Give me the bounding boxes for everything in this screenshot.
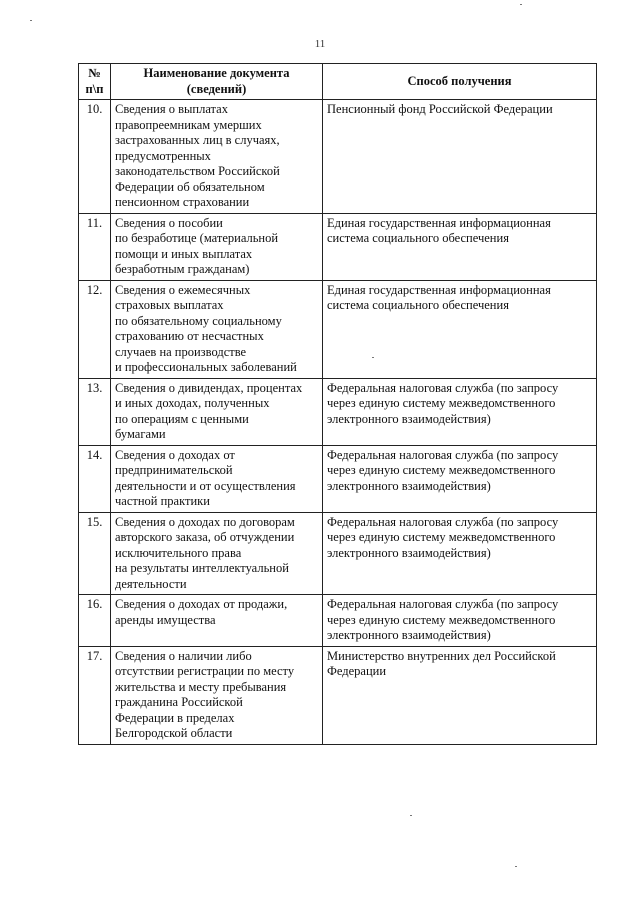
table-row [79,280,597,378]
document-name-line: Сведения о доходах от [115,447,235,462]
document-name-line: предусмотренных [115,148,211,163]
source-cell [323,512,597,595]
document-name-line: Федерации в пределах [115,710,235,725]
document-name-line: страхованию от несчастных [115,329,264,343]
document-name-line: исключительного права [115,545,242,560]
table-row [79,378,597,445]
document-name-line: Федерации об обязательном [115,179,265,194]
document-name-line: отсутствии регистрации по месту [115,664,295,678]
row-number: 12. [79,280,111,378]
document-name-line: гражданина Российской [115,695,243,709]
source-line: электронного взаимодействия) [327,411,491,426]
document-name-line: Сведения о ежемесячных [115,282,251,297]
document-name-line: Сведения о выплатах [115,102,228,116]
document-name-cell [111,280,323,378]
document-name-line: и иных доходах, полученных [115,396,270,410]
table-row [79,445,597,512]
document-name-line: Сведения о наличии либо [115,648,252,663]
row-number: 13. [79,378,111,445]
document-name-line: по обязательному социальному [115,313,282,328]
source-line: электронного взаимодействия) [327,628,491,642]
source-line: Министерство внутренних дел Российской [327,648,556,663]
scan-speck [520,4,522,5]
source-cell [323,595,597,647]
source-line: Федеральная налоговая служба (по запросу [327,514,559,529]
document-name-cell [111,100,323,214]
header-name-line: Наименование документа [143,66,290,80]
document-name-line: бумагами [115,427,166,441]
source-cell [323,213,597,280]
document-name-line: Сведения о доходах по договорам [115,514,295,529]
scan-speck [372,357,374,358]
row-number: 15. [79,512,111,595]
document-name-line: случаев на производстве [115,344,247,359]
source-line: через единую систему межведомственного [327,396,556,410]
row-number: 14. [79,445,111,512]
table-header-row [79,64,597,100]
source-cell [323,378,597,445]
source-cell [323,100,597,214]
source-cell [323,445,597,512]
document-name-line: жительства и месту пребывания [115,679,287,694]
source-line: Единая государственная информационная [327,282,551,297]
source-line: через единую систему межведомственного [327,530,556,544]
source-line: электронного взаимодействия) [327,478,491,493]
source-line: система социального обеспечения [327,231,509,245]
row-number: 11. [79,213,111,280]
document-name-line: застрахованных лиц в случаях, [115,133,280,147]
source-line: через единую систему межведомственного [327,463,556,477]
source-line: электронного взаимодействия) [327,545,491,560]
document-name-cell [111,213,323,280]
document-name-line: Сведения о доходах от продажи, [115,597,288,611]
source-line: Пенсионный фонд Российской Федерации [327,102,553,116]
scan-speck [410,815,412,816]
document-name-line: законодательством Российской [115,164,280,178]
document-name-cell [111,512,323,595]
document-name-line: безработным гражданам) [115,262,250,276]
document-name-line: Сведения о пособии [115,215,223,230]
document-name-line: деятельности [115,576,187,591]
source-line: Единая государственная информационная [327,215,551,230]
header-number-line: п\п [85,81,104,96]
document-name-line: помощи и иных выплатах [115,246,253,261]
row-number: 16. [79,595,111,647]
document-name-line: по безработице (материальной [115,231,279,245]
document-name-line: и профессиональных заболеваний [115,360,297,374]
row-number: 17. [79,646,111,744]
document-name-line: страховых выплатах [115,298,224,312]
scan-speck [515,866,517,867]
source-cell [323,646,597,744]
document-name-cell [111,595,323,647]
page-number: 11 [314,38,326,50]
table-row [79,646,597,744]
documents-table [78,63,597,745]
document-name-line: частной практики [115,494,210,508]
source-line: система социального обеспечения [327,298,509,312]
table-row [79,512,597,595]
document-name-line: правопреемникам умерших [115,117,262,132]
header-document-name [111,64,323,100]
document-name-line: по операциям с ценными [115,411,249,426]
header-number [79,64,111,100]
header-source: Способ получения [323,64,597,100]
table-body [79,100,597,745]
document-name-cell [111,445,323,512]
source-line: Федеральная налоговая служба (по запросу [327,447,559,462]
document-name-line: Сведения о дивидендах, процентах [115,380,303,395]
document-name-line: предпринимательской [115,463,233,477]
source-cell [323,280,597,378]
document-name-line: авторского заказа, об отчуждении [115,530,295,544]
document-name-line: пенсионном страховании [115,195,250,209]
document-name-line: Белгородской области [115,726,233,740]
document-name-cell [111,378,323,445]
document-name-line: аренды имущества [115,612,216,627]
table-row [79,213,597,280]
document-name-line: на результаты интеллектуальной [115,561,289,575]
scan-speck [30,20,32,21]
header-number-line: № [88,66,101,80]
source-line: через единую систему межведомственного [327,612,556,627]
header-name-line: (сведений) [186,81,247,96]
document-name-line: деятельности и от осуществления [115,478,296,493]
table-row [79,595,597,647]
row-number: 10. [79,100,111,214]
source-line: Федеральная налоговая служба (по запросу [327,380,559,395]
table-row [79,100,597,214]
source-line: Федерации [327,664,387,678]
document-name-cell [111,646,323,744]
source-line: Федеральная налоговая служба (по запросу [327,597,559,611]
